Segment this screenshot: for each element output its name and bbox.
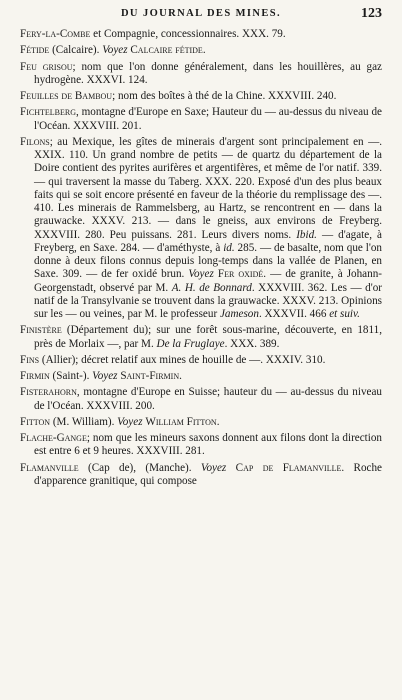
entry-text: , montagne d'Europe en Saxe; Hauteur du — au-dessus du niveau de l'Océan. XXXVIII. 201. bbox=[34, 106, 382, 132]
entry-headword: Flamanville bbox=[20, 461, 79, 474]
index-entry bbox=[20, 324, 382, 351]
entry-italic-text: Voyez bbox=[188, 268, 214, 281]
entry-headword: Firmin bbox=[20, 370, 50, 382]
index-entry bbox=[20, 462, 382, 489]
entry-text: (Allier); décret relatif aux mines de houille de —. XXXIV. 310. bbox=[39, 353, 326, 366]
entry-text: . XXX. 389. bbox=[224, 337, 280, 350]
entry-text: . Roche d'apparence granitique, qui compose bbox=[34, 461, 382, 487]
index-entry bbox=[20, 354, 382, 367]
index-entry bbox=[20, 28, 382, 41]
entry-headword: Feuilles de Bambou bbox=[20, 90, 113, 102]
index-entry bbox=[20, 61, 382, 88]
entry-headword: Fitton bbox=[20, 415, 51, 428]
entry-italic-text: Jameson bbox=[219, 308, 259, 320]
entry-italic-text: Voyez bbox=[92, 370, 118, 382]
page-number: 123 bbox=[361, 6, 382, 21]
entry-text: . XXXVII. 466 bbox=[258, 308, 330, 320]
running-title: DU JOURNAL DES MINES. bbox=[120, 8, 282, 19]
entry-italic-text: id. bbox=[223, 241, 235, 254]
entry-text: . bbox=[202, 44, 206, 57]
entry-italic-text: Ibid. bbox=[296, 228, 317, 241]
entry-cross-reference: Fer oxidé bbox=[217, 268, 264, 281]
entry-headword: Fins bbox=[20, 353, 40, 366]
entry-text: (Département du); sur une forêt sous-marine, découverte, en 1811, près de Morlaix —, par M. bbox=[34, 324, 382, 350]
entry-headword: Fétide bbox=[20, 44, 50, 57]
entry-text bbox=[226, 462, 235, 474]
entry-text: . XXXVIII. 362. Les — d'or natif de la Transylvanie se trouvent dans la grauwacke. XXXV. 213. Opinions sur les — ou veines, par M. le professeur bbox=[34, 281, 383, 320]
entry-italic-text: Voyez bbox=[200, 461, 227, 474]
index-entry bbox=[20, 432, 382, 459]
entry-headword: Fery-la-Combe bbox=[20, 28, 91, 40]
entry-cross-reference: Saint-Firmin bbox=[120, 370, 180, 382]
entry-text: (Saint-). bbox=[49, 370, 93, 382]
entry-text: ; nom que l'on donne généralement, dans les houillères, au gaz hydrogène. XXXVI. 124. bbox=[34, 60, 382, 86]
page-header bbox=[20, 6, 382, 24]
entry-cross-reference: William Fitton bbox=[145, 415, 217, 428]
entry-headword: Filons bbox=[20, 135, 50, 148]
entry-text: (Calcaire). bbox=[49, 44, 103, 57]
entry-headword: Fisterahorn bbox=[20, 386, 77, 399]
entry-headword: Flache-Gange bbox=[20, 432, 87, 444]
entry-text: (M. William). bbox=[50, 415, 118, 428]
entry-text: , montagne d'Europe en Suisse; hauteur du — au-dessus du niveau de l'Océan. XXXVIII. 200. bbox=[34, 386, 382, 412]
entry-text: ; nom des boîtes à thé de la Chine. XXXVIII. 240. bbox=[112, 90, 337, 102]
entry-italic-text: Voyez bbox=[117, 415, 143, 428]
entry-text: . bbox=[179, 370, 182, 382]
index-entry bbox=[20, 386, 382, 413]
entry-text: 285. — de basalte, nom que l'on donne à deux filons connus depuis long-temps dans la vallée de Planen, en Saxe. 309. — de fer oxidé brun. bbox=[34, 241, 382, 281]
entry-italic-text: Voyez bbox=[102, 44, 128, 57]
entry-italic-text: et suiv. bbox=[329, 308, 360, 320]
entry-text: (Cap de), (Manche). bbox=[78, 461, 201, 474]
entry-text: . — de granite, à Johann-Georgenstadt, observé par M. bbox=[34, 268, 382, 294]
entry-headword: Finistère bbox=[20, 324, 62, 337]
entry-italic-text: A. H. de Bonnard bbox=[171, 281, 252, 294]
index-entry bbox=[20, 44, 382, 57]
index-entry bbox=[20, 370, 382, 383]
entry-text: et Compagnie, concessionnaires. XXX. 79. bbox=[90, 28, 286, 40]
entry-cross-reference: Cap de Flamanville bbox=[235, 461, 342, 474]
index-entry bbox=[20, 416, 382, 429]
entry-text: ; au Mexique, les gîtes de minerais d'argent sont principalement en —. XXIX. 110. Un grand nombre de petits — de quartz du département de la Doire contient des pyrites aurifères et argentifères, et même de l'or natif. 339. — qui traversent la masse du Taberg. XXX. 220. Exposé d'un des plus beaux faits qui se soit encore présenté en faveur de la théorie du remplissage des —. 410. Les minerais de Rammelsberg, au Hartz, se rencontrent en — dans la grauwacke. XXXV. 213. — dans le gneiss, aux environs de Freyberg. XXXVIII. 280. Peu puissans. 281. Leurs divers noms. bbox=[34, 135, 382, 241]
entry-headword: Fichtelberg bbox=[20, 106, 76, 119]
entry-text: . bbox=[216, 415, 220, 428]
entry-headword: Feu grisou bbox=[20, 60, 73, 73]
entry-italic-text: De la Fruglaye bbox=[156, 337, 225, 350]
entry-text: — d'agate, à Freyberg, en Saxe. 284. — d'améthyste, à bbox=[34, 228, 382, 254]
entry-cross-reference: Calcaire fétide bbox=[130, 44, 203, 57]
index-entry bbox=[20, 106, 382, 133]
index-entry bbox=[20, 136, 382, 322]
index-entries bbox=[20, 28, 382, 488]
entry-text: ; nom que les mineurs saxons donnent aux filons dont la direction est entre 6 et 9 heures. XXXVIII. 281. bbox=[34, 432, 382, 458]
index-entry bbox=[20, 90, 382, 103]
